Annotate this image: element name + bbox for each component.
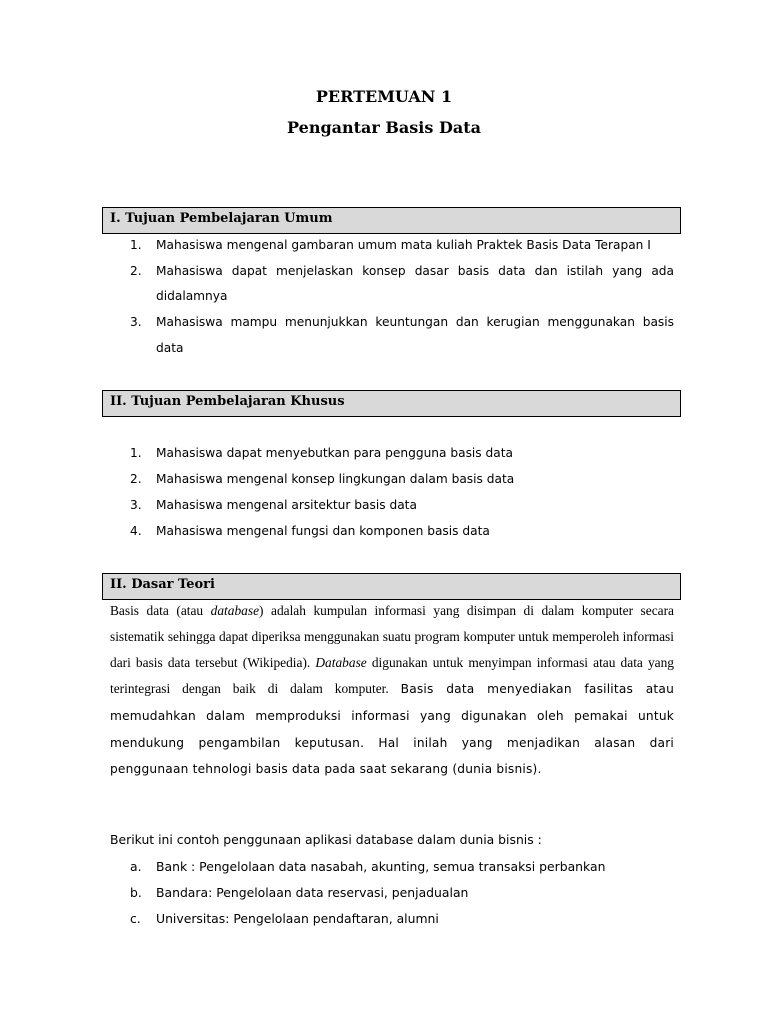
specific-objectives-list <box>110 440 674 544</box>
list-item: 2. Mahasiswa mengenal konsep lingkungan dalam basis data <box>130 472 515 486</box>
section-heading-general-objectives: I. Tujuan Pembelajaran Umum <box>102 207 681 234</box>
general-objectives-list <box>110 233 674 362</box>
list-item: b. Bandara: Pengelolaan data reservasi, penjadualan <box>130 885 469 900</box>
section-heading-theory: II. Dasar Teori <box>102 573 681 600</box>
list-item: 3. Mahasiswa mampu menunjukkan keuntungan dan kerugian menggunakan basis data <box>130 315 674 355</box>
list-item: 4. Mahasiswa mengenal fungsi dan komponen basis data <box>130 524 490 538</box>
page-subtitle: Pengantar Basis Data <box>287 118 481 137</box>
examples-intro: Berikut ini contoh penggunaan aplikasi database dalam dunia bisnis : <box>110 832 542 847</box>
list-item: a. Bank : Pengelolaan data nasabah, akunting, semua transaksi perbankan <box>130 859 606 874</box>
theory-paragraph: Basis data (atau database) adalah kumpulan informasi yang disimpan di dalam komputer secara sistematik sehingga dapat diperiksa menggunakan suatu program komputer untuk memperoleh informasi dari basis data tersebut (Wikipedia). Database digunakan untuk menyimpan informasi atau data yang terintegrasi dengan baik di dalam komputer. Basis data menyediakan fasilitas atau memudahkan dalam memproduksi informasi yang digunakan oleh pemakai untuk mendukung pengambilan keputusan. Hal inilah yang menjadikan alasan dari penggunaan tehnologi basis data pada saat sekarang (dunia bisnis). <box>110 603 675 777</box>
page-title: PERTEMUAN 1 <box>315 87 453 106</box>
section-heading-specific-objectives: II. Tujuan Pembelajaran Khusus <box>102 390 681 417</box>
list-item: 1. Mahasiswa mengenal gambaran umum mata kuliah Praktek Basis Data Terapan I <box>130 238 651 252</box>
list-item: 2. Mahasiswa dapat menjelaskan konsep dasar basis data dan istilah yang ada didalamnya <box>130 263 674 304</box>
examples-list <box>110 854 674 932</box>
list-item: 1. Mahasiswa dapat menyebutkan para pengguna basis data <box>130 446 513 460</box>
list-item: c. Universitas: Pengelolaan pendaftaran, alumni <box>130 911 439 926</box>
list-item: 3. Mahasiswa mengenal arsitektur basis data <box>130 498 417 512</box>
